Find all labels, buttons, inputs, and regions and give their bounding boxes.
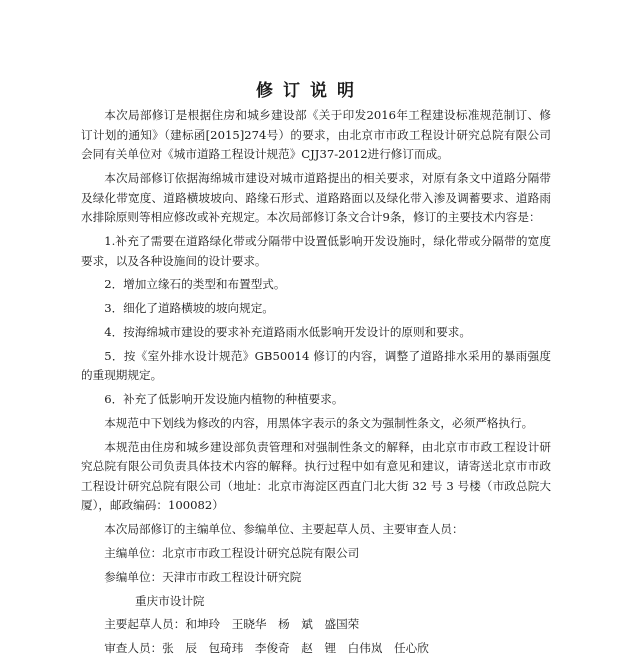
participating-unit-line-2: 重庆市设计院 (134, 593, 205, 608)
list-item-6: 6．补充了低影响开发设施内植物的种植要求。 (104, 392, 344, 407)
list-item-3: 3．细化了道路横坡的坡向规定。 (104, 301, 274, 316)
paragraph-intro: 本次局部修订是根据住房和城乡建设部《关于印发2016年工程建设标准规范制订、修订计划的通知》（建标函[2015]274号）的要求，由北京市市政工程设计研究总院有限公司会同有关单位对《城市道路工程设计规范》CJJ37-2012进行修订而成。 (81, 108, 551, 162)
chief-editor-line: 主编单位：北京市市政工程设计研究总院有限公司 (104, 545, 360, 560)
list-item-4: 4．按海绵城市建设的要求补充道路雨水低影响开发设计的原则和要求。 (104, 324, 471, 339)
list-item-5: 5．按《室外排水设计规范》GB50014 修订的内容，调整了道路排水采用的暴雨强度的重现期规定。 (81, 348, 551, 383)
list-item-2: 2．增加立缘石的类型和布置型式。 (104, 277, 286, 292)
list-item-1: 1.补充了需要在道路绿化带或分隔带中设置低影响开发设施时，绿化带或分隔带的宽度要求，以及各种设施间的设计要求。 (81, 233, 551, 268)
paragraph-basis: 本次局部修订依据海绵城市建设对城市道路提出的相关要求，对原有条文中道路分隔带及绿化带宽度、道路横坡坡向、路缘石形式、道路路面以及绿化带入渗及调蓄要求、道路雨水排除原则等相应修改或补充规定。本次局部修订条文合计9条，修订的主要技术内容是： (81, 170, 551, 225)
document-body (81, 106, 551, 663)
drafters-line: 主要起草人员：和坤玲 王晓华 杨 斌 盛国荣 (104, 617, 360, 632)
paragraph-units-intro: 本次局部修订的主编单位、参编单位、主要起草人员、主要审查人员： (104, 522, 464, 537)
paragraph-mandatory-note: 本规范中下划线为修改的内容，用黑体字表示的条文为强制性条文，必须严格执行。 (104, 415, 534, 430)
paragraph-management: 本规范由住房和城乡建设部负责管理和对强制性条文的解释，由北京市市政工程设计研究总院有限公司负责具体技术内容的解释。执行过程中如有意见和建议，请寄送北京市市政工程设计研究总院有限公司（地址：北京市海淀区西直门北大街 32 号 3 号楼（市政总院大厦），邮政编码：100082） (81, 439, 551, 513)
reviewers-line: 审查人员：张 辰 包琦玮 李俊奇 赵 锂 白伟岚 任心欣 (104, 641, 429, 656)
document-title: 修订说明 (256, 81, 364, 101)
participating-unit-line: 参编单位：天津市市政工程设计研究院 (104, 569, 302, 584)
